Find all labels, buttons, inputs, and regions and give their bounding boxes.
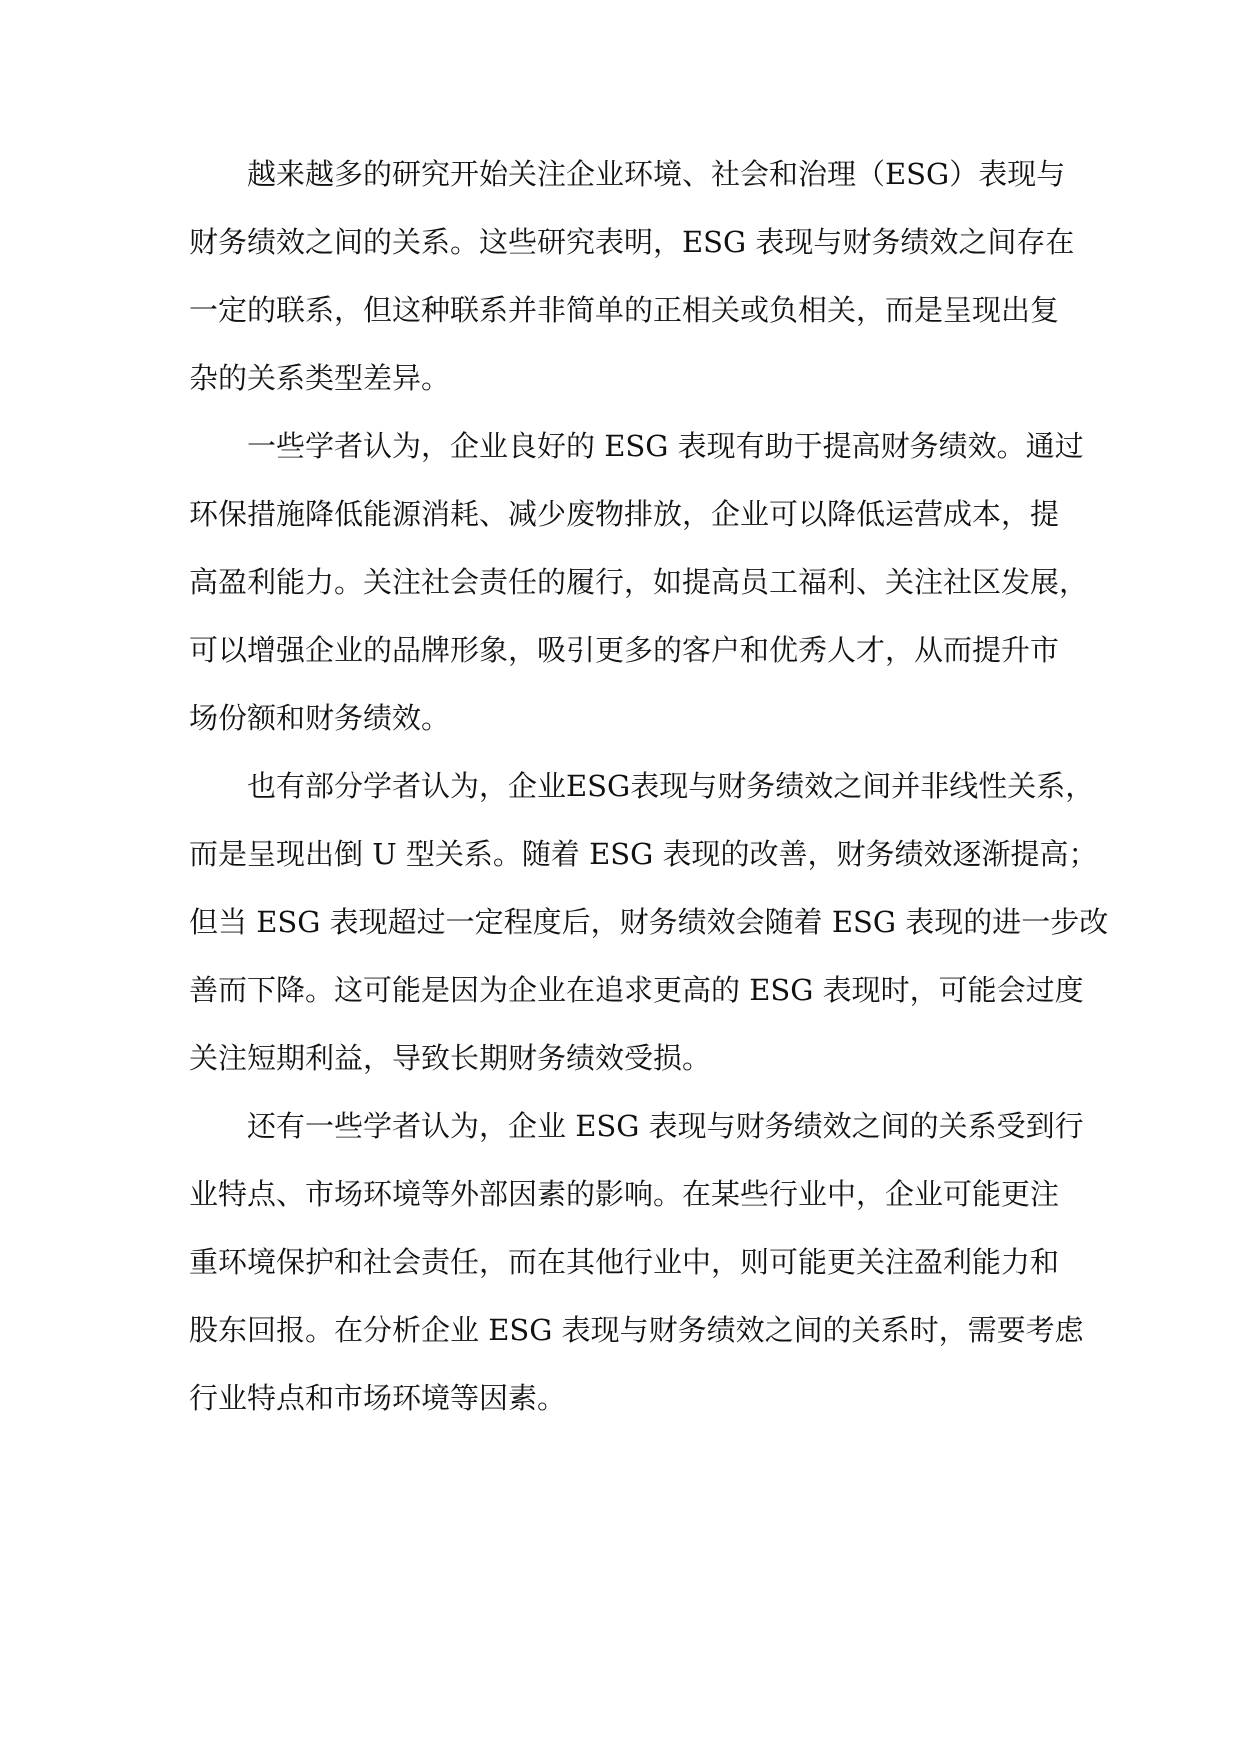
text-line: 还有一些学者认为，企业 ESG 表现与财务绩效之间的关系受到行 (247, 1109, 1084, 1143)
text-line: 杂的关系类型差异。 (189, 361, 451, 395)
text-line: 业特点、市场环境等外部因素的影响。在某些行业中，企业可能更注 (189, 1177, 1060, 1211)
document-body (189, 140, 1109, 1432)
text-line: 善而下降。这可能是因为企业在追求更高的 ESG 表现时，可能会过度 (189, 973, 1084, 1007)
text-line: 可以增强企业的品牌形象，吸引更多的客户和优秀人才，从而提升市 (189, 633, 1060, 667)
text-line: 行业特点和市场环境等因素。 (189, 1381, 567, 1415)
text-line: 场份额和财务绩效。 (189, 701, 451, 735)
text-line: 一定的联系，但这种联系并非简单的正相关或负相关，而是呈现出复 (189, 293, 1060, 327)
text-line: 而是呈现出倒 U 型关系。随着 ESG 表现的改善，财务绩效逐渐提高； (189, 837, 1098, 871)
paragraph-4 (189, 1092, 1084, 1432)
paragraph-3 (189, 752, 1109, 1092)
text-line: 但当 ESG 表现超过一定程度后，财务绩效会随着 ESG 表现的进一步改 (189, 905, 1109, 939)
text-line: 环保措施降低能源消耗、减少废物排放，企业可以降低运营成本，提 (189, 497, 1060, 531)
text-line: 越来越多的研究开始关注企业环境、社会和治理（ESG）表现与 (247, 157, 1066, 191)
text-line: 重环境保护和社会责任，而在其他行业中，则可能更关注盈利能力和 (189, 1245, 1060, 1279)
text-line: 高盈利能力。关注社会责任的履行，如提高员工福利、关注社区发展， (189, 565, 1089, 599)
text-line: 股东回报。在分析企业 ESG 表现与财务绩效之间的关系时，需要考虑 (189, 1313, 1084, 1347)
text-line: 关注短期利益，导致长期财务绩效受损。 (189, 1041, 712, 1075)
paragraph-2 (189, 412, 1089, 752)
text-line: 一些学者认为，企业良好的 ESG 表现有助于提高财务绩效。通过 (247, 429, 1084, 463)
text-line: 财务绩效之间的关系。这些研究表明，ESG 表现与财务绩效之间存在 (189, 225, 1075, 259)
paragraph-1 (189, 140, 1075, 412)
text-line: 也有部分学者认为，企业ESG表现与财务绩效之间并非线性关系， (247, 769, 1095, 803)
